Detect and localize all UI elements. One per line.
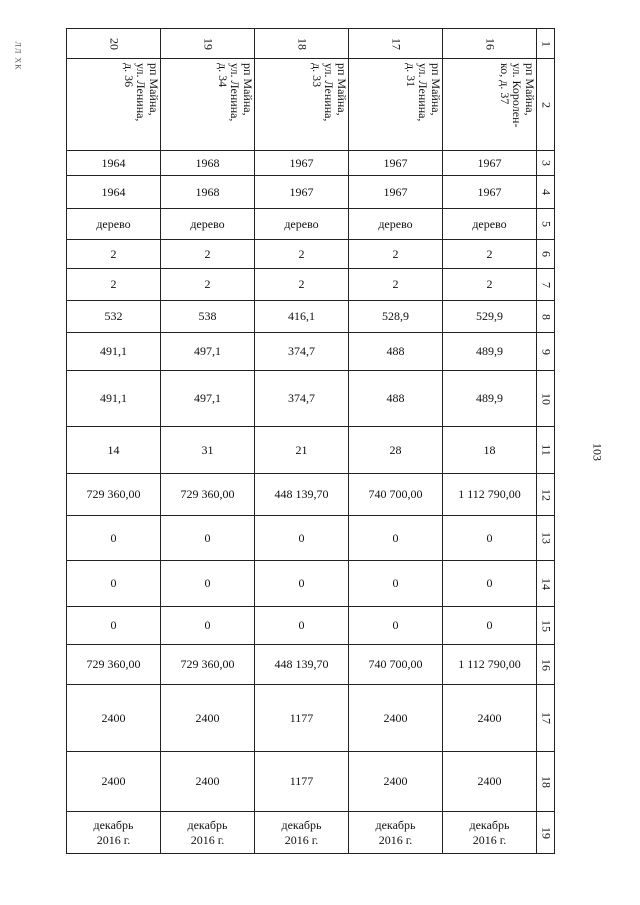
table-cell: [349, 685, 443, 752]
table-cell: [443, 371, 537, 427]
table-cell: [349, 301, 443, 333]
cell-value: 489,9: [476, 391, 503, 405]
cell-value: дерево: [96, 216, 131, 231]
table-cell: [255, 516, 349, 561]
cell-value: 489,9: [476, 344, 503, 358]
cell-value: 532: [104, 309, 123, 323]
row-number: 3: [539, 160, 553, 166]
row-number: 11: [539, 444, 553, 456]
table-cell: [67, 752, 161, 812]
cell-value: 1177: [289, 710, 314, 725]
table-cell: [443, 151, 537, 176]
page-number: 103: [590, 443, 605, 461]
table-cell: [161, 269, 255, 301]
table-cell: [349, 812, 443, 854]
cell-value: 488: [386, 391, 405, 405]
address-text: рп Майна, ул. Ленина, д. 31: [403, 63, 443, 122]
table-cell: [161, 752, 255, 812]
table-cell: [349, 151, 443, 176]
table-cell: [255, 59, 349, 151]
row-number: 2: [539, 101, 553, 108]
table-cell: [349, 561, 443, 607]
table-cell: [443, 240, 537, 269]
row-number: 17: [539, 712, 553, 724]
table-cell: [67, 240, 161, 269]
cell-value: 448 139,70: [274, 487, 329, 501]
cell-value: 491,1: [100, 344, 127, 358]
cell-value: 1968: [195, 155, 220, 170]
cell-value: 538: [198, 309, 217, 323]
cell-value: 729 360,00: [180, 657, 235, 671]
cell-value: 2: [204, 277, 211, 291]
cell-value: 2: [486, 277, 493, 291]
table-row: [67, 427, 555, 474]
row-number: 7: [539, 281, 553, 288]
table-cell: [67, 29, 161, 59]
cell-value: 729 360,00: [86, 487, 141, 501]
table-cell: [255, 427, 349, 474]
cell-value: 0: [298, 618, 305, 632]
row-number-cell: [537, 176, 555, 209]
cell-value: дерево: [284, 216, 319, 231]
cell-value: 448 139,70: [274, 657, 329, 671]
table-cell: [67, 607, 161, 645]
cell-value: 2: [298, 277, 305, 291]
cell-value: 0: [298, 530, 305, 545]
cell-value: 0: [486, 576, 493, 590]
table-row: [67, 812, 555, 854]
table-cell: [349, 427, 443, 474]
cell-value: 0: [110, 618, 117, 632]
table-cell: [443, 269, 537, 301]
row-number: 9: [539, 348, 553, 355]
cell-value: 374,7: [288, 391, 315, 405]
table-cell: [255, 752, 349, 812]
table-row: [67, 59, 555, 151]
cell-value: дерево: [378, 216, 413, 231]
table-cell: [349, 645, 443, 685]
table-cell: [67, 427, 161, 474]
address-text: рп Майна, ул. Ленина, д. 36: [121, 63, 161, 122]
table-cell: [443, 474, 537, 516]
cell-value: 0: [204, 530, 211, 545]
cell-value: 416,1: [288, 309, 315, 323]
cell-value: 2400: [195, 774, 220, 788]
column-id: 18: [295, 37, 309, 50]
column-id: 19: [201, 37, 215, 50]
table-row: [67, 371, 555, 427]
cell-value: декабрь 2016 г.: [187, 817, 228, 847]
table-cell: [443, 427, 537, 474]
cell-value: 1177: [289, 774, 314, 788]
cell-value: 497,1: [194, 391, 221, 405]
cell-value: 1964: [101, 184, 126, 199]
table-row: [67, 301, 555, 333]
table-row: [67, 685, 555, 752]
table-cell: [443, 561, 537, 607]
row-number-cell: [537, 371, 555, 427]
table-cell: [255, 29, 349, 59]
table-cell: [161, 474, 255, 516]
cell-value: 1967: [383, 155, 408, 170]
table-cell: [255, 333, 349, 371]
cell-value: 1967: [383, 184, 408, 199]
table-row: [67, 645, 555, 685]
row-number-cell: [537, 812, 555, 854]
table-cell: [349, 607, 443, 645]
cell-value: дерево: [472, 216, 507, 231]
table-cell: [443, 29, 537, 59]
row-number: 8: [539, 313, 553, 320]
cell-value: декабрь 2016 г.: [93, 817, 134, 847]
row-number-cell: [537, 59, 555, 151]
table-cell: [67, 59, 161, 151]
row-number-cell: [537, 561, 555, 607]
table-row: [67, 29, 555, 59]
table-cell: [443, 812, 537, 854]
table-cell: [349, 474, 443, 516]
table-cell: [67, 151, 161, 176]
cell-value: 729 360,00: [86, 657, 141, 671]
table-cell: [255, 301, 349, 333]
cell-value: 21: [295, 442, 308, 457]
address-text: рп Майна, ул. Ленина, д. 34: [215, 63, 255, 122]
table-cell: [443, 333, 537, 371]
cell-value: 740 700,00: [368, 487, 423, 501]
cell-value: 1 112 790,00: [458, 487, 521, 501]
cell-value: 2400: [477, 710, 502, 725]
row-number: 6: [539, 251, 553, 257]
row-number-cell: [537, 427, 555, 474]
cell-value: 1967: [289, 155, 314, 170]
table-cell: [161, 59, 255, 151]
table-cell: [161, 151, 255, 176]
address-text: рп Майна, ул. Ленина, д. 33: [309, 63, 349, 122]
table-cell: [67, 474, 161, 516]
table-cell: [443, 209, 537, 240]
table-cell: [255, 812, 349, 854]
table-cell: [161, 301, 255, 333]
row-number-cell: [537, 607, 555, 645]
row-number-cell: [537, 151, 555, 176]
row-number-cell: [537, 645, 555, 685]
cell-value: 0: [110, 576, 117, 590]
table-cell: [255, 176, 349, 209]
table-cell: [255, 561, 349, 607]
cell-value: 2: [204, 246, 211, 261]
row-number-cell: [537, 209, 555, 240]
row-number: 5: [539, 221, 553, 227]
table-cell: [443, 59, 537, 151]
cell-value: 14: [107, 442, 120, 457]
table-row: [67, 176, 555, 209]
cell-value: 1964: [101, 155, 126, 170]
cell-value: 0: [298, 576, 305, 590]
row-number-cell: [537, 240, 555, 269]
table-cell: [255, 645, 349, 685]
cell-value: 0: [392, 618, 399, 632]
cell-value: 497,1: [194, 344, 221, 358]
column-id: 20: [107, 37, 121, 50]
cell-value: 2400: [101, 774, 126, 788]
table-cell: [349, 516, 443, 561]
cell-value: 0: [392, 576, 399, 590]
table-cell: [255, 269, 349, 301]
table-row: [67, 752, 555, 812]
cell-value: дерево: [190, 216, 225, 231]
cell-value: декабрь 2016 г.: [281, 817, 322, 847]
cell-value: 18: [483, 442, 496, 457]
row-number: 14: [539, 577, 553, 590]
cell-value: 729 360,00: [180, 487, 235, 501]
table-row: [67, 333, 555, 371]
data-table: [66, 28, 555, 854]
table-cell: [67, 516, 161, 561]
table-cell: [161, 176, 255, 209]
cell-value: 2: [110, 246, 117, 261]
row-number-cell: [537, 301, 555, 333]
cell-value: 2400: [195, 710, 220, 725]
table-cell: [67, 685, 161, 752]
table-cell: [67, 333, 161, 371]
row-number-cell: [537, 516, 555, 561]
cell-value: 2400: [383, 774, 408, 788]
row-number-cell: [537, 269, 555, 301]
cell-value: декабрь 2016 г.: [469, 817, 510, 847]
table-row: [67, 516, 555, 561]
address-text: рп Майна, ул. Королен- ко, д. 37: [497, 63, 537, 128]
cell-value: 1967: [289, 184, 314, 199]
table-cell: [255, 240, 349, 269]
cell-value: 1968: [195, 184, 220, 199]
table-cell: [67, 209, 161, 240]
column-id: 16: [483, 37, 497, 50]
table-row: [67, 151, 555, 176]
table-cell: [443, 176, 537, 209]
table-cell: [255, 371, 349, 427]
cell-value: 1967: [477, 155, 502, 170]
table-cell: [349, 240, 443, 269]
cell-value: 491,1: [100, 391, 127, 405]
row-number: 1: [539, 40, 553, 47]
cell-value: 0: [204, 576, 211, 590]
table-cell: [443, 516, 537, 561]
table-cell: [349, 209, 443, 240]
row-number-cell: [537, 685, 555, 752]
cell-value: 374,7: [288, 344, 315, 358]
table-cell: [161, 371, 255, 427]
table-cell: [349, 176, 443, 209]
cell-value: 2: [486, 246, 493, 261]
table-cell: [255, 685, 349, 752]
table-cell: [161, 561, 255, 607]
cell-value: 488: [386, 344, 405, 358]
cell-value: 529,9: [476, 309, 503, 323]
row-number: 4: [539, 189, 553, 195]
cell-value: 2: [392, 277, 399, 291]
table-cell: [161, 645, 255, 685]
row-number: 12: [539, 488, 553, 501]
table-cell: [161, 685, 255, 752]
row-number: 10: [539, 392, 553, 405]
table-cell: [67, 645, 161, 685]
cell-value: 31: [201, 442, 214, 457]
cell-value: 528,9: [382, 309, 409, 323]
table-cell: [349, 752, 443, 812]
table-cell: [67, 812, 161, 854]
cell-value: декабрь 2016 г.: [375, 817, 416, 847]
cell-value: 0: [486, 618, 493, 632]
table-row: [67, 240, 555, 269]
cell-value: 2: [392, 246, 399, 261]
row-number-cell: [537, 752, 555, 812]
table-cell: [161, 333, 255, 371]
table-cell: [255, 209, 349, 240]
table-cell: [443, 645, 537, 685]
table-cell: [349, 59, 443, 151]
cell-value: 28: [389, 442, 402, 457]
table-cell: [67, 176, 161, 209]
column-id: 17: [389, 37, 403, 50]
cell-value: 1967: [477, 184, 502, 199]
cell-value: 1 112 790,00: [458, 657, 521, 671]
table-cell: [161, 209, 255, 240]
table-cell: [161, 427, 255, 474]
table-cell: [349, 29, 443, 59]
table-row: [67, 561, 555, 607]
cell-value: 0: [486, 530, 493, 545]
row-number: 18: [539, 775, 553, 788]
row-number: 16: [539, 658, 553, 671]
table-cell: [443, 607, 537, 645]
cell-value: 2400: [477, 774, 502, 788]
table-cell: [67, 301, 161, 333]
table-cell: [255, 607, 349, 645]
table-cell: [349, 371, 443, 427]
row-number: 19: [539, 826, 553, 839]
cell-value: 0: [110, 530, 117, 545]
table-cell: [161, 812, 255, 854]
table-row: [67, 474, 555, 516]
table-cell: [161, 29, 255, 59]
row-number-cell: [537, 29, 555, 59]
table-row: [67, 607, 555, 645]
table-cell: [67, 269, 161, 301]
row-number: 15: [539, 619, 553, 632]
table-cell: [161, 240, 255, 269]
table-cell: [443, 301, 537, 333]
table-cell: [443, 685, 537, 752]
row-number-cell: [537, 474, 555, 516]
table-row: [67, 269, 555, 301]
table-cell: [255, 474, 349, 516]
cell-value: 0: [204, 618, 211, 632]
table-cell: [349, 269, 443, 301]
table-cell: [255, 151, 349, 176]
cell-value: 2: [110, 277, 117, 291]
table-row: [67, 209, 555, 240]
cell-value: 2: [298, 246, 305, 261]
row-number: 13: [539, 532, 553, 544]
cell-value: 740 700,00: [368, 657, 423, 671]
table-cell: [67, 371, 161, 427]
cell-value: 2400: [101, 710, 126, 725]
table-cell: [67, 561, 161, 607]
table-cell: [161, 516, 255, 561]
table-cell: [443, 752, 537, 812]
margin-mark: ЛЛ ХК: [13, 41, 23, 71]
table-cell: [349, 333, 443, 371]
cell-value: 2400: [383, 710, 408, 725]
cell-value: 0: [392, 530, 399, 545]
table-cell: [161, 607, 255, 645]
row-number-cell: [537, 333, 555, 371]
